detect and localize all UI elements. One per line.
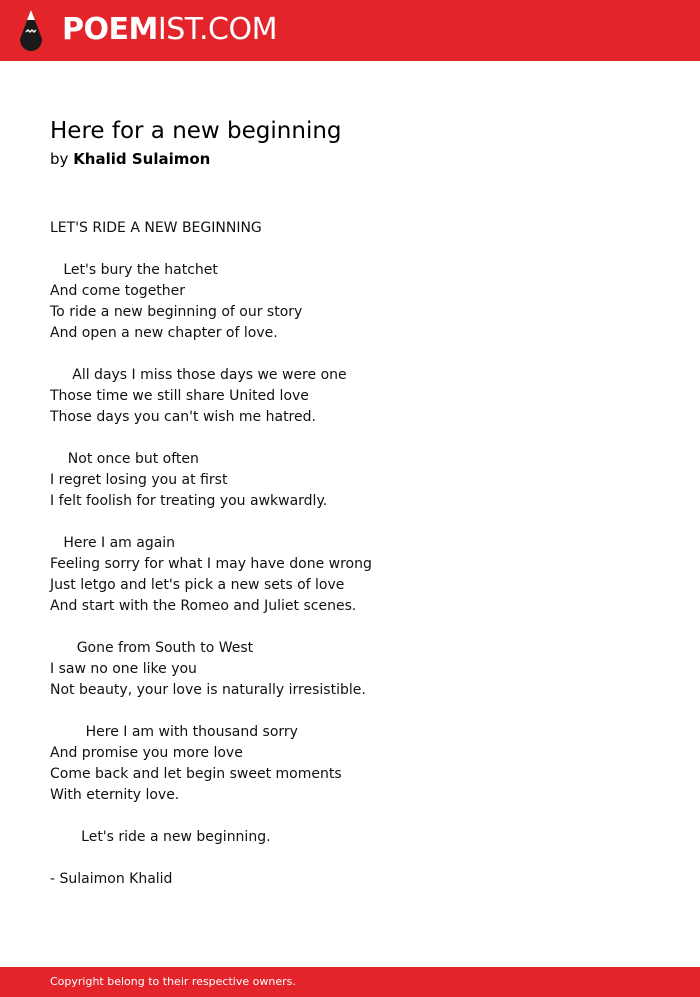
- copyright-text: Copyright belong to their respective owners.: [50, 975, 296, 988]
- logo-text-light: IST.COM: [157, 12, 277, 47]
- author-name: Khalid Sulaimon: [73, 150, 211, 168]
- poem-title: Here for a new beginning: [50, 118, 342, 144]
- site-logo[interactable]: [62, 12, 277, 48]
- logo-text-bold: POEM: [62, 12, 158, 47]
- pencil-tip-icon[interactable]: [17, 9, 45, 52]
- header-bar: [0, 0, 700, 61]
- poem-body: LET'S RIDE A NEW BEGINNING Let's bury the hatchet And come together To ride a new beginning of our story And open a new chapter of love. All days I miss those days we were one Those time we still share United love Those days you can't wish me hatred. Not once but often I regret losing you at first I felt foolish for treating you awkwardly. Here I am again Feeling sorry for what I may have done wrong Just letgo and let's pick a new sets of love And start with the Romeo and Juliet scenes. Gone from South to West I saw no one like you Not beauty, your love is naturally irresistible. Here I am with thousand sorry And promise you more love Come back and let begin sweet moments With eternity love. Let's ride a new beginning. - Sulaimon Khalid: [50, 220, 372, 887]
- by-label: by: [50, 150, 69, 168]
- footer-bar: [0, 967, 700, 997]
- byline: [50, 148, 210, 170]
